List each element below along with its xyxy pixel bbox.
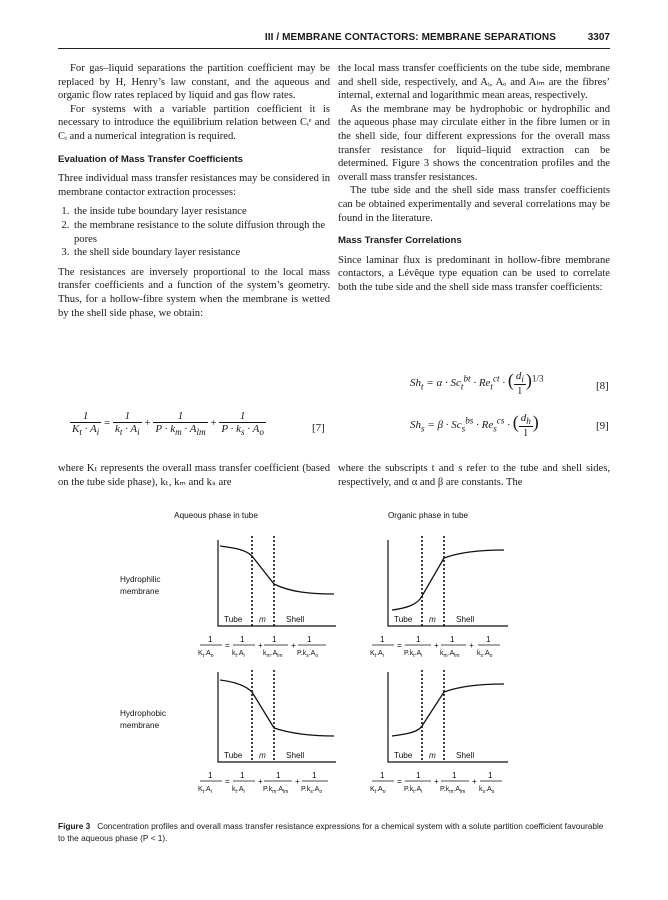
shell-label: Shell [286,615,305,624]
svg-text:+: + [434,777,439,786]
running-title: III / MEMBRANE CONTACTORS: MEMBRANE SEPARATIONS [264,32,556,43]
figure-col-label-right: Organic phase in tube [387,511,469,520]
svg-text:1: 1 [380,635,385,644]
svg-text:1: 1 [272,635,277,644]
svg-text:km.Alm: $k_m.A_{lm}$ [440,650,460,659]
equation-8: $Sh_t = \alpha \cdot Sc_t^{bt} \cdot Re_t^{ct}$ · ( $\frac{d_i}{l}$ )$^{1/3}$ [410,370,544,398]
svg-text:+: + [469,641,474,650]
equation-7: $\frac{1}{K_t \cdot A_i}$ = $\frac{1}{k_t \cdot A_i}$ + $\frac{1}{P \cdot k_m \cdot A_{lm}}$ + $\frac{1}{P \cdot k_s \cdot A_o}$ [72,410,264,438]
svg-text:P.kt.Ai: $P.k_t.A_i$ [404,786,423,795]
section-heading: Mass Transfer Correlations [338,235,462,247]
panel-organic-hydrophobic [388,670,508,762]
figure-3 [58,500,610,830]
paragraph: For gas–liquid separations the partition coefficient may be replaced by H, Henry’s law constant, and the aqueous and organic flow rates replaced by liquid and gas flow rates. [58,63,330,102]
svg-text:+: + [258,641,263,650]
shell-label: Shell [286,751,305,760]
panel-aqueous-hydrophobic [218,670,336,762]
expression-aqueous-hydrophobic [198,771,328,795]
svg-text:Kt.Ao: $K_t.A_o$ [198,650,214,659]
svg-text:=: = [397,641,402,650]
svg-text:ks.Ao: $k_s.A_o$ [479,786,495,795]
right-column [338,62,610,295]
paragraph: where Kₜ represents the overall mass transfer coefficient (based on the tube side phase), kₜ, kₘ and kₛ are [58,463,330,488]
figure-caption [58,820,610,844]
paragraph: Since laminar flux is predominant in hollow-fibre membrane contactors, a Lévêque type equation can be used to correlate both the tube side and the shell side mass transfer coefficients: [338,254,610,293]
svg-text:Kt.Ao: $K_t.A_o$ [370,786,386,795]
equation-7-number: [7] [312,422,325,434]
svg-text:km.Alm: $k_m.A_{lm}$ [263,650,283,659]
svg-text:+: + [434,641,439,650]
svg-text:P.km.Alm: $P.k_m.A_{lm}$ [263,786,289,795]
paragraph: As the membrane may be hydrophobic or hydrophilic and the aqueous phase may circulate either in the fibre lumen or in the shell side, four different expressions for the overall mass transfer resistance for liquid–liquid extraction can be determined. Figure 3 shows the concentration profiles and the overall mass transfer resistances. [338,103,610,183]
caption-label: Figure 3 [58,821,91,831]
row-label-hydrophilic: Hydrophilic [120,575,161,584]
svg-text:Kt.Ai: $K_t.A_i$ [370,650,384,659]
paragraph: Three individual mass transfer resistances may be considered in membrane contactor extraction processes: [58,173,330,198]
svg-text:1: 1 [486,635,491,644]
caption-text: Concentration profiles and overall mass transfer resistance expressions for a chemical system with a solute partition coefficient favourable to the aqueous phase (P < 1). [58,821,604,843]
left-column-end [58,462,330,489]
equation-9: $Sh_s = \beta \cdot Sc_s^{bs} \cdot Re_s^{cs}$ · ( $\frac{d_h}{l}$ ) [410,412,539,440]
right-column-end [338,462,610,489]
svg-text:P.ks.Ao: $P.k_s.A_o$ [297,650,319,659]
svg-text:1: 1 [488,771,493,780]
svg-text:P.ks.Ao: $P.k_s.A_o$ [301,786,323,795]
svg-text:=: = [397,777,402,786]
tube-label: Tube [224,751,243,760]
expression-organic-hydrophilic [370,635,500,659]
svg-text:1: 1 [307,635,312,644]
equation-8-number: [8] [596,380,609,392]
svg-text:ks.Ao: $k_s.A_o$ [477,650,493,659]
shell-label: Shell [456,751,475,760]
left-column [58,62,330,320]
expression-organic-hydrophobic [370,771,502,795]
membrane-label: m [259,615,266,624]
svg-text:1: 1 [240,635,245,644]
list-item: 3. the shell side boundary layer resistance [72,246,330,260]
figure-col-label-left: Aqueous phase in tube [174,511,258,520]
section-heading: Evaluation of Mass Transfer Coefficients [58,153,243,165]
svg-text:1: 1 [416,635,421,644]
panel-aqueous-hydrophilic [218,536,336,626]
svg-text:1: 1 [380,771,385,780]
expression-aqueous-hydrophilic [198,635,326,659]
panel-organic-hydrophilic [388,536,508,626]
row-label-hydrophilic-2: membrane [120,587,160,596]
shell-label: Shell [456,615,475,624]
svg-text:=: = [225,641,230,650]
svg-text:1: 1 [208,771,213,780]
svg-text:Kt.Ai: $K_t.A_i$ [198,786,212,795]
list-item: 2. the membrane resistance to the solute diffusion through the pores [72,219,330,246]
tube-label: Tube [394,615,413,624]
running-header [58,30,610,49]
svg-text:1: 1 [452,771,457,780]
paragraph: the local mass transfer coefficients on the tube side, membrane and shell side, respectively, and Aᵢ, Aₒ and Aₗₘ are the fibres’ internal, external and logarithmic mean areas, respectively. [338,63,610,102]
list-item: 1. the inside tube boundary layer resistance [72,205,330,219]
svg-text:P.km.Alm: $P.k_m.A_{lm}$ [440,786,466,795]
resistance-list [58,205,330,259]
svg-text:+: + [291,641,296,650]
tube-label: Tube [224,615,243,624]
row-label-hydrophobic: Hydrophobic [120,709,166,718]
row-label-hydrophobic-2: membrane [120,721,160,730]
svg-text:+: + [258,777,263,786]
page-number: 3307 [587,32,610,43]
svg-text:P.kt.Ai: $P.k_t.A_i$ [404,650,423,659]
tube-label: Tube [394,751,413,760]
svg-text:1: 1 [416,771,421,780]
membrane-label: m [429,615,436,624]
svg-text:+: + [472,777,477,786]
paragraph: The tube side and the shell side mass transfer coefficients can be obtained experimentally and several correlations may be found in the literature. [338,185,610,224]
paragraph: where the subscripts t and s refer to the tube and shell sides, respectively, and α and β are constants. The [338,463,610,488]
svg-text:=: = [225,777,230,786]
svg-text:1: 1 [276,771,281,780]
paragraph: For systems with a variable partition coefficient it is necessary to introduce the equilibrium relation between Cᵢᵉ and Cᵢ and a numerical integration is required. [58,103,330,142]
paragraph: The resistances are inversely proportional to the local mass transfer coefficients and a function of the system’s geometry. Thus, for a hollow-fibre system when the membrane is wetted by the shell side phase, we obtain: [58,266,330,319]
membrane-label: m [259,751,266,760]
svg-text:1: 1 [208,635,213,644]
svg-text:1: 1 [312,771,317,780]
svg-text:kt.Ai: $k_t.A_i$ [232,650,245,659]
svg-text:1: 1 [240,771,245,780]
equation-9-number: [9] [596,420,609,432]
svg-text:kt.Ai: $k_t.A_i$ [232,786,245,795]
membrane-label: m [429,751,436,760]
svg-text:1: 1 [450,635,455,644]
svg-text:+: + [295,777,300,786]
